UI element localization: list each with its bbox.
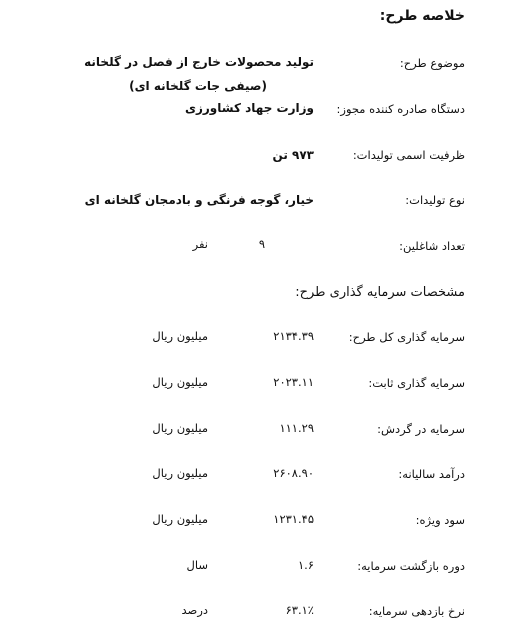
- investment-row-value: ۱۲۳۱.۴۵: [273, 512, 314, 526]
- investment-row-unit: درصد: [181, 603, 208, 617]
- investment-row-value: ۲۶۰۸.۹۰: [273, 466, 314, 480]
- investment-row-label: دوره بازگشت سرمایه:: [357, 559, 465, 573]
- investment-row-unit: میلیون ریال: [152, 421, 208, 435]
- summary-title: خلاصه طرح:: [379, 8, 465, 24]
- investment-row-value: ۶۳.۱٪: [285, 603, 314, 617]
- investment-row-label: نرخ بازدهی سرمایه:: [368, 604, 465, 618]
- investment-row-unit: میلیون ریال: [152, 512, 208, 526]
- products-value: خیار، گوجه فرنگی و بادمجان گلخانه ای: [84, 193, 314, 207]
- employees-unit: نفر: [192, 237, 208, 251]
- investment-row-value: ۱.۶: [297, 558, 314, 572]
- investment-row-value: ۲۱۳۴.۳۹: [273, 329, 314, 343]
- capacity-label: ظرفیت اسمی تولیدات:: [352, 148, 465, 162]
- subject-value-line2: (صیفی جات گلخانه ای): [129, 79, 267, 93]
- investment-row-value: ۱۱۱.۲۹: [279, 421, 314, 435]
- investment-row-label: درآمد سالیانه:: [398, 467, 465, 481]
- issuer-label: دستگاه صادره کننده مجوز:: [336, 102, 465, 116]
- investment-row-label: سرمایه در گردش:: [377, 422, 465, 436]
- investment-row-unit: میلیون ریال: [152, 329, 208, 343]
- employees-label: تعداد شاغلین:: [399, 239, 465, 253]
- subject-label: موضوع طرح:: [399, 56, 465, 70]
- investment-row-label: سرمایه گذاری کل طرح:: [348, 330, 465, 344]
- investment-row-unit: میلیون ریال: [152, 466, 208, 480]
- investment-row-label: سود ویژه:: [415, 513, 465, 527]
- investment-row-label: سرمایه گذاری ثابت:: [368, 376, 465, 390]
- products-label: نوع تولیدات:: [405, 193, 465, 207]
- investment-title: مشخصات سرمایه گذاری طرح:: [295, 285, 465, 300]
- capacity-value: ۹۷۳ تن: [272, 148, 314, 162]
- investment-row-unit: سال: [186, 558, 208, 572]
- issuer-value: وزارت جهاد کشاورزی: [184, 101, 314, 115]
- investment-row-unit: میلیون ریال: [152, 375, 208, 389]
- subject-value-line1: تولید محصولات خارج از فصل در گلخانه: [84, 55, 314, 69]
- employees-count: ۹: [258, 237, 265, 251]
- investment-row-value: ۲۰۲۳.۱۱: [273, 375, 314, 389]
